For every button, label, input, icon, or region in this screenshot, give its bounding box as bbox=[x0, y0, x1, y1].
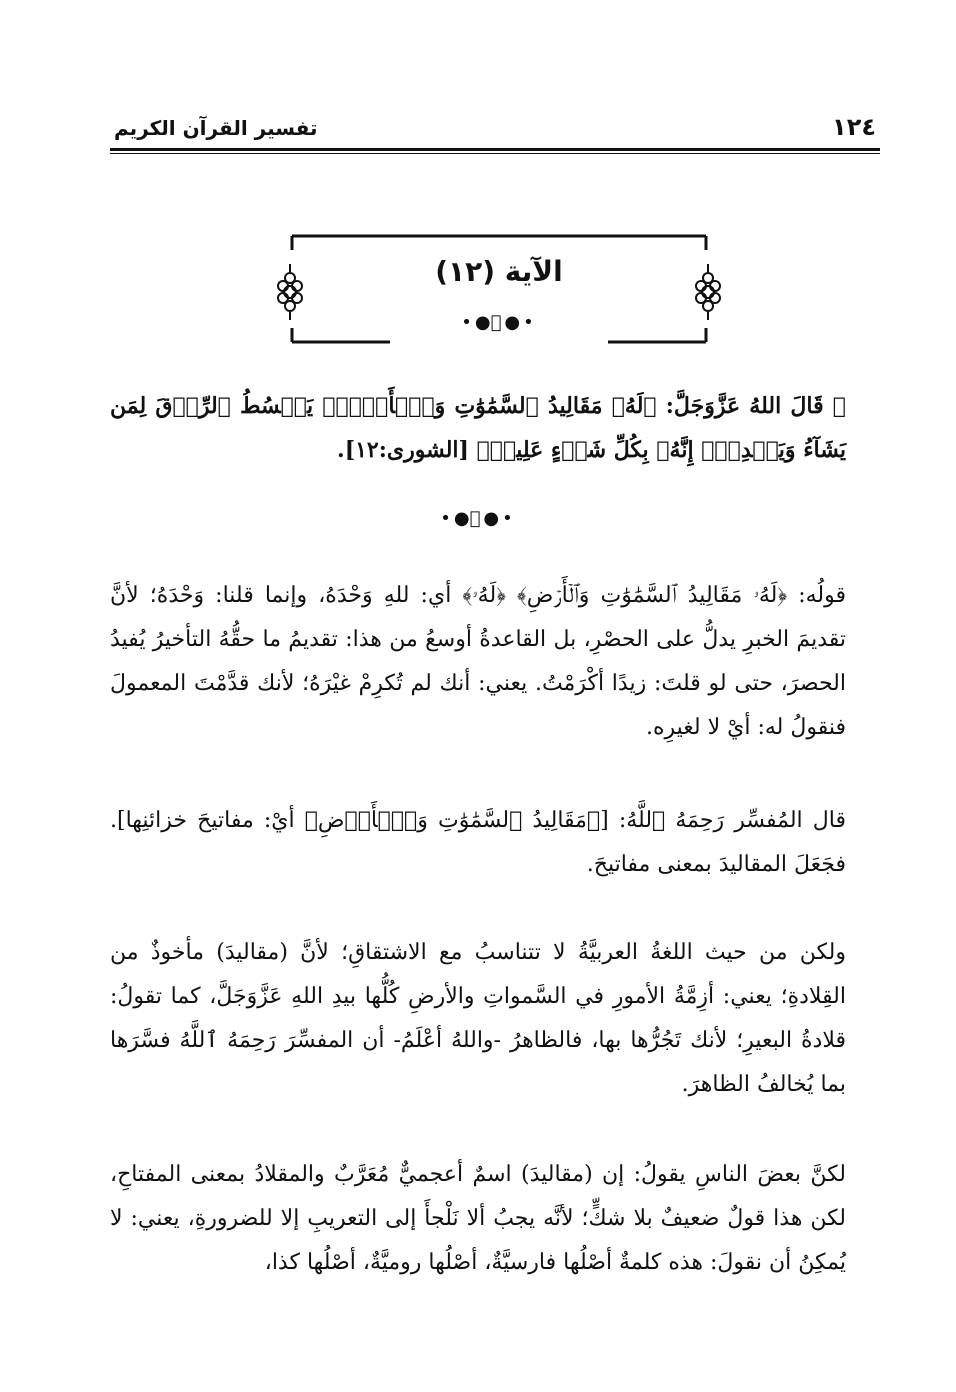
commentary-paragraph: قولُه: ﴿لَهُۥ مَقَالِيدُ ٱلسَّمَٰوَٰتِ وَٱلۡأَرۡضِ﴾ ﴿لَهُۥ﴾ أي: للهِ وَحْدَهُ، وإنما قلنا: وَحْدَهُ؛ لأنَّ تقديمَ الخبرِ يدلُّ على الحصْرِ، بل القاعدةُ أوسعُ من هذا: تقديمُ ما حقُّهُ التأخيرُ يُفيدُ الحصرَ، حتى لو قلتَ: زيدًا أكْرَمْتُ. يعني: أنك لم تُكرِمْ غيْرَهُ؛ لأنك قدَّمْتَ المعمولَ فنقولُ له: أيْ لا لغيرِه. bbox=[110, 583, 846, 740]
verse-heading-frame bbox=[290, 234, 708, 344]
ornamental-divider: •●ေ●• bbox=[461, 312, 537, 333]
commentary-paragraph: ولكن من حيث اللغةُ العربيَّةُ لا تتناسبُ مع الاشتقاقِ؛ لأنَّ (مقاليدَ) مأخوذٌ من القِلادةِ؛ يعني: أزِمَّةُ الأمورِ في السَّمواتِ والأرضِ كُلُّها بيدِ اللهِ عَزَّوَجَلَّ، كما تقولُ: قلادةُ البعيرِ؛ لأنك تَجُرُّها بها، فالظاهرُ -واللهُ أعْلَمُ- أن المفسِّرَ رَحِمَهُ ٱللَّهُ فسَّرَها بما يُخالفُ الظاهرَ. bbox=[110, 940, 846, 1097]
commentary-paragraph: قال المُفسِّر رَحِمَهُ ٱللَّهُ: [﴿مَقَالِيدُ ٱلسَّمَٰوَٰتِ وَٱلۡأَرۡضِ﴾ أيْ: مفاتيحَ خزائنِها]. فجَعَلَ المقاليدَ بمعنى مفاتيحَ. bbox=[110, 808, 846, 877]
commentary-paragraph: لكنَّ بعضَ الناسِ يقولُ: إن (مقاليدَ) اسمٌ أعجميٌّ مُعَرَّبٌ والمقلادُ بمعنى المفتاحِ، لكن هذا قولٌ ضعيفٌ بلا شكٍّ؛ لأنَّه يجبُ ألا نَلْجأَ إلى التعريبِ إلا للضرورةِ، يعني: لا يُمكِنُ أن نقولَ: هذه كلمةٌ أصْلُها فارسيَّةٌ، أصْلُها روميَّةٌ، أصْلُها كذا، bbox=[110, 1162, 846, 1275]
ornamental-divider: •●ေ●• bbox=[440, 508, 516, 529]
page-number: ١٢٤ bbox=[832, 113, 876, 141]
running-header bbox=[110, 112, 880, 148]
verse-heading: الآية (١٢) bbox=[435, 255, 563, 288]
book-title: تفسير القرآن الكريم bbox=[114, 116, 318, 140]
header-rule-thin bbox=[110, 153, 880, 154]
header-rule bbox=[110, 148, 880, 151]
quran-verse: ۞ قَالَ اللهُ عَزَّوَجَلَّ: ﴿لَهُۥ مَقَالِيدُ ٱلسَّمَٰوَٰتِ وَٱلۡأَرۡضِۖ يَبۡسُطُ ٱلرِّزۡقَ لِمَن يَشَآءُ وَيَقۡدِرُۚ إِنَّهُۥ بِكُلِّ شَيۡءٍ عَلِيمٞ﴾ [الشورى:١٢]. bbox=[110, 393, 846, 463]
